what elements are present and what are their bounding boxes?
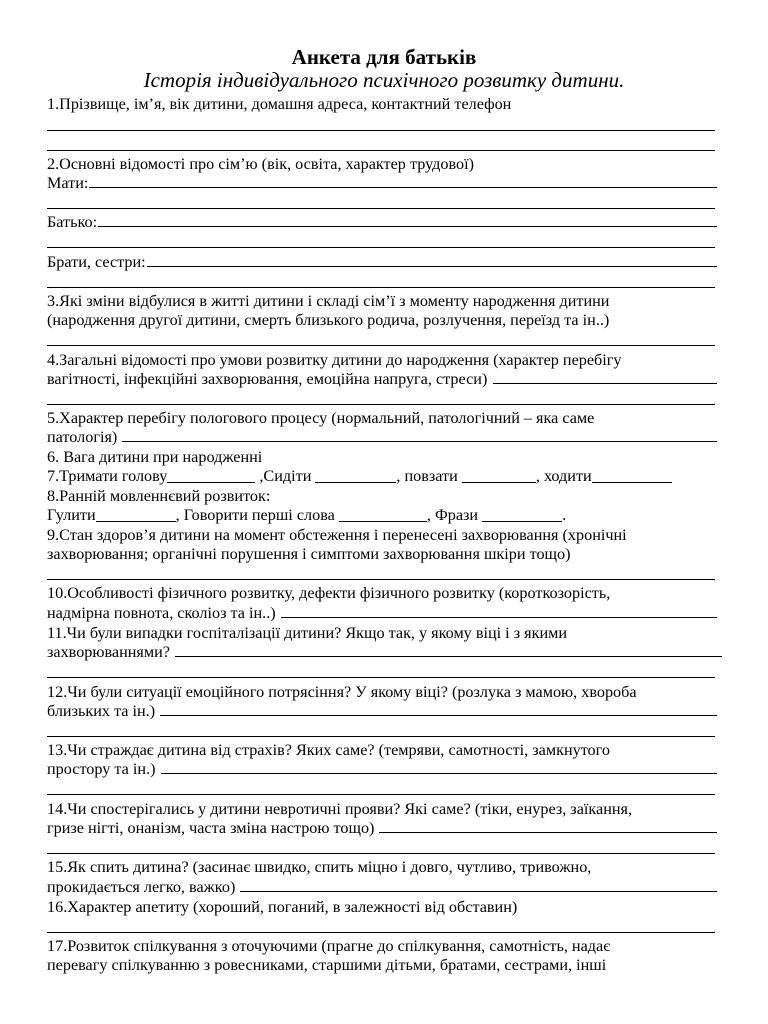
answer-line[interactable] — [281, 603, 717, 618]
answer-line[interactable] — [47, 677, 715, 678]
sit-label: ,Сидіти — [255, 467, 316, 485]
phrases-label: , Фрази — [426, 506, 483, 524]
answer-line[interactable] — [47, 404, 715, 405]
answer-line[interactable] — [47, 853, 715, 854]
question-1: 1.Прізвище, ім’я, вік дитини, домашня адреса, контактний телефон — [47, 95, 512, 113]
question-11-line-2: захворюваннями? — [47, 643, 170, 661]
question-17-line-1: 17.Розвиток спілкування з оточуючими (прагне до спілкування, самотність, надає — [47, 937, 611, 955]
form-title: Анкета для батьків — [291, 45, 477, 69]
siblings-label: Брати, сестри: — [47, 253, 146, 271]
answer-line[interactable] — [493, 369, 717, 384]
answer-line[interactable] — [47, 579, 715, 580]
answer-line[interactable] — [161, 759, 717, 774]
walk-blank[interactable] — [592, 468, 672, 483]
answer-line[interactable] — [379, 818, 717, 833]
question-10-line-2: надмірна повнота, сколіоз та ін..) — [47, 604, 276, 622]
cooing-label: Гулити — [47, 506, 96, 524]
question-3-line-2: (народження другої дитини, смерть близького родича, розлучення, переїзд та ін..) — [47, 311, 610, 329]
father-label: Батько: — [47, 213, 98, 231]
question-12-row — [47, 701, 717, 721]
question-13-line-1: 13.Чи страждає дитина від страхів? Яких саме? (темряви, самотності, замкнутого — [47, 741, 610, 759]
question-15-line-2: прокидається легко, важко) — [47, 878, 236, 896]
question-9-line-2: захворювання; органічні порушення і симптоми захворювання шкіри тощо) — [47, 545, 571, 563]
hold-head-blank[interactable] — [167, 468, 255, 483]
answer-line[interactable] — [47, 208, 715, 209]
first-words-label: , Говорити перші слова — [175, 506, 339, 524]
question-14-row — [47, 818, 717, 838]
question-10-line-1: 10.Особливості фізичного розвитку, дефекти фізичного розвитку (короткозорість, — [47, 584, 611, 602]
father-answer-line[interactable] — [98, 212, 717, 227]
walk-label: , ходити — [535, 467, 592, 485]
answer-line[interactable] — [47, 247, 715, 248]
question-5-row — [47, 427, 717, 447]
question-4-row — [47, 369, 717, 389]
cooing-blank[interactable] — [96, 507, 176, 522]
question-4-line-2: вагітності, інфекційні захворювання, емоційна напруга, стреси) — [47, 370, 488, 388]
question-16: 16.Характер апетиту (хороший, поганий, в залежності від обставин) — [47, 898, 518, 916]
crawl-blank[interactable] — [462, 468, 536, 483]
question-13-line-2: простору та ін.) — [47, 760, 156, 778]
question-10-row — [47, 603, 717, 623]
question-2: 2.Основні відомості про сім’ю (вік, освіта, характер трудової) — [47, 155, 475, 173]
question-14-line-2: гризе нігті, онанізм, часта зміна настрою тощо) — [47, 819, 375, 837]
question-5-line-1: 5.Характер перебігу пологового процесу (нормальний, патологічний – яка саме — [47, 409, 595, 427]
question-3-line-1: 3.Які зміни відбулися в житті дитини і складі сім’ї з моменту народження дитини — [47, 292, 610, 310]
crawl-label: , повзати — [396, 467, 462, 485]
answer-line[interactable] — [47, 287, 715, 288]
phrases-blank[interactable] — [482, 507, 562, 522]
question-14-line-1: 14.Чи спостерігались у дитини невротичні прояви? Які саме? (тіки, енурез, заїкання, — [47, 800, 633, 818]
mother-row — [47, 173, 717, 193]
question-12-line-2: близьких та ін.) — [47, 702, 156, 720]
question-8: 8.Ранній мовленнєвий розвиток: — [47, 487, 271, 505]
answer-line[interactable] — [122, 427, 717, 442]
answer-line[interactable] — [47, 150, 715, 151]
answer-line[interactable] — [47, 736, 715, 737]
question-9-line-1: 9.Стан здоров’я дитини на момент обстеження і перенесені захворювання (хронічні — [47, 526, 627, 544]
siblings-answer-line[interactable] — [147, 252, 717, 267]
sit-blank[interactable] — [315, 468, 396, 483]
question-11-row — [47, 642, 722, 662]
question-17-line-2: перевагу спілкуванню з ровесниками, старшими дітьми, братами, сестрами, інші — [47, 956, 607, 974]
question-6: 6. Вага дитини при народженні — [47, 448, 263, 466]
father-row — [47, 212, 717, 232]
question-15-line-1: 15.Як спить дитина? (засинає швидко, спить міцно і довго, чутливо, тривожно, — [47, 858, 592, 876]
mother-label: Мати: — [47, 174, 89, 192]
question-8-row — [47, 505, 717, 525]
answer-line[interactable] — [47, 345, 715, 346]
hold-head-label: 7.Тримати голову — [47, 467, 168, 485]
question-7 — [47, 466, 717, 486]
question-13-row — [47, 759, 717, 779]
answer-line[interactable] — [47, 932, 715, 933]
siblings-row — [47, 252, 717, 272]
period: . — [562, 506, 567, 524]
first-words-blank[interactable] — [339, 507, 427, 522]
question-15-row — [47, 877, 717, 897]
form-subtitle: Історія індивідуального психічного розвитку дитини. — [143, 68, 625, 92]
mother-answer-line[interactable] — [89, 173, 717, 188]
answer-line[interactable] — [175, 642, 722, 657]
question-4-line-1: 4.Загальні відомості про умови розвитку дитини до народження (характер перебігу — [47, 351, 622, 369]
answer-line[interactable] — [240, 877, 717, 892]
answer-line[interactable] — [160, 701, 717, 716]
question-5-line-2: патологія) — [47, 428, 118, 446]
answer-line[interactable] — [47, 794, 715, 795]
question-12-line-1: 12.Чи були ситуації емоційного потрясіння? У якому віці? (розлука з мамою, хвороба — [47, 683, 637, 701]
answer-line[interactable] — [47, 130, 715, 131]
question-11-line-1: 11.Чи були випадки госпіталізації дитини? Якщо так, у якому віці і з якими — [47, 624, 568, 642]
